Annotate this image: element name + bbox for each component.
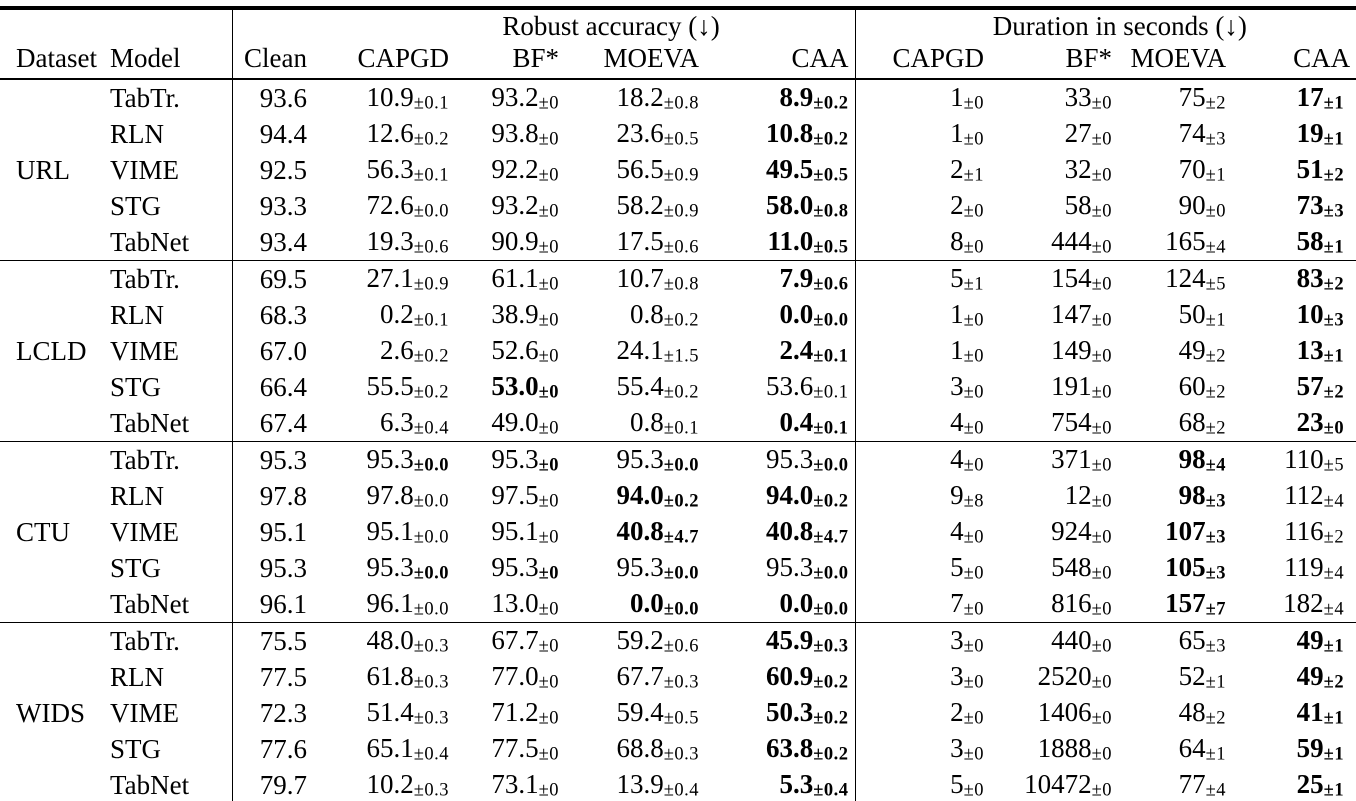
dur-bf-value: 440±0 bbox=[990, 623, 1118, 660]
dataset-group-wids bbox=[0, 623, 1356, 801]
col-header-dur-capgd: CAPGD bbox=[855, 42, 990, 79]
ra-moeva-value: 10.7±0.8 bbox=[565, 261, 705, 298]
model-label: VIME bbox=[100, 333, 232, 369]
ra-caa-value: 95.3±0.0 bbox=[705, 442, 855, 479]
model-label: TabTr. bbox=[100, 623, 232, 660]
model-label: RLN bbox=[100, 116, 232, 152]
dur-moeva-value: 48±2 bbox=[1178, 696, 1227, 729]
dur-caa-value: 112±4 bbox=[1284, 479, 1345, 512]
dur-caa-value: 110±5 bbox=[1232, 442, 1356, 479]
dur-moeva-value: 157±7 bbox=[1165, 587, 1227, 620]
ra-capgd-value: 10.2±0.3 bbox=[366, 768, 449, 801]
ra-bf-value: 73.1±0 bbox=[491, 768, 559, 801]
clean-value: 72.3 bbox=[259, 697, 307, 728]
dur-caa-value: 13±1 bbox=[1296, 334, 1345, 367]
ra-bf-value: 53.0±0 bbox=[491, 370, 559, 403]
dur-bf-value: 58±0 bbox=[1064, 189, 1113, 222]
table-row bbox=[0, 731, 1356, 767]
dur-capgd-value: 5±0 bbox=[950, 551, 985, 584]
dur-moeva-value: 52±1 bbox=[1178, 660, 1227, 693]
ra-moeva-value: 68.8±0.3 bbox=[616, 732, 699, 765]
dur-bf-value: 371±0 bbox=[990, 442, 1118, 479]
ra-capgd-value: 56.3±0.1 bbox=[366, 153, 449, 186]
ra-caa-value: 7.9±0.6 bbox=[705, 261, 855, 298]
ra-moeva-value: 95.3±0.0 bbox=[616, 551, 699, 584]
ra-capgd-value: 96.1±0.0 bbox=[366, 587, 449, 620]
table-row bbox=[0, 116, 1356, 152]
dur-capgd-value: 4±0 bbox=[950, 406, 985, 439]
dur-caa-value: 83±2 bbox=[1232, 261, 1356, 298]
dataset-group-ctu bbox=[0, 442, 1356, 623]
dur-caa-value: 23±0 bbox=[1296, 406, 1345, 439]
col-header-model: Model bbox=[100, 42, 232, 79]
section-header-duration: Duration in seconds (↓) bbox=[992, 11, 1247, 41]
dur-moeva-value: 77±4 bbox=[1178, 768, 1227, 801]
dur-caa-value: 19±1 bbox=[1296, 117, 1345, 150]
dur-caa-value: 25±1 bbox=[1296, 768, 1345, 801]
ra-caa-value: 11.0±0.5 bbox=[705, 224, 855, 261]
model-label: RLN bbox=[100, 659, 232, 695]
table-row bbox=[0, 224, 1356, 261]
dur-capgd-value: 2±0 bbox=[950, 189, 985, 222]
dur-moeva-value: 105±3 bbox=[1165, 551, 1227, 584]
dur-caa-value: 58±1 bbox=[1296, 225, 1345, 258]
dur-moeva-value: 75±2 bbox=[1178, 81, 1227, 114]
table-row bbox=[0, 188, 1356, 224]
dur-capgd-value: 2±1 bbox=[950, 153, 985, 186]
ra-capgd-value: 95.3±0.0 bbox=[366, 551, 449, 584]
ra-bf-value: 49.0±0 bbox=[491, 406, 559, 439]
ra-caa-value: 53.6±0.1 bbox=[705, 369, 855, 405]
ra-caa-value: 0.4±0.1 bbox=[705, 405, 855, 442]
ra-moeva-value: 17.5±0.6 bbox=[616, 225, 699, 258]
model-label: TabTr. bbox=[100, 261, 232, 298]
table-row bbox=[0, 297, 1356, 333]
header-spacer bbox=[0, 8, 232, 42]
ra-moeva-value: 55.4±0.2 bbox=[616, 370, 699, 403]
ra-bf-value: 71.2±0 bbox=[491, 696, 559, 729]
ra-capgd-value: 95.1±0.0 bbox=[366, 515, 449, 548]
ra-capgd-value: 19.3±0.6 bbox=[366, 225, 449, 258]
ra-caa-value: 10.8±0.2 bbox=[705, 116, 855, 152]
col-header-ra-bf: BF* bbox=[455, 42, 565, 79]
table-row bbox=[0, 261, 1356, 298]
ra-caa-value: 45.9±0.3 bbox=[705, 623, 855, 660]
ra-bf-value: 52.6±0 bbox=[491, 334, 559, 367]
dataset-group-lcld bbox=[0, 261, 1356, 442]
col-header-dur-bf: BF* bbox=[990, 42, 1118, 79]
dur-moeva-value: 49±2 bbox=[1178, 334, 1227, 367]
table-row bbox=[0, 79, 1356, 116]
ra-capgd-value: 48.0±0.3 bbox=[313, 623, 455, 660]
section-header-row bbox=[0, 8, 1356, 42]
dur-caa-value: 119±4 bbox=[1284, 551, 1345, 584]
dur-caa-value: 182±4 bbox=[1283, 587, 1345, 620]
ra-capgd-value: 0.2±0.1 bbox=[379, 298, 449, 331]
dur-caa-value: 17±1 bbox=[1296, 81, 1345, 114]
table-row bbox=[0, 767, 1356, 801]
dur-moeva-value: 65±3 bbox=[1118, 623, 1232, 660]
ra-moeva-value: 56.5±0.9 bbox=[616, 153, 699, 186]
dur-moeva-value: 68±2 bbox=[1178, 406, 1227, 439]
clean-value: 68.3 bbox=[259, 299, 307, 330]
col-header-dataset: Dataset bbox=[0, 42, 100, 79]
dur-capgd-value: 5±1 bbox=[855, 261, 990, 298]
dur-bf-value: 27±0 bbox=[1064, 117, 1113, 150]
dur-bf-value: 33±0 bbox=[1064, 81, 1113, 114]
col-header-ra-moeva: MOEVA bbox=[565, 42, 705, 79]
dur-caa-value: 41±1 bbox=[1296, 696, 1345, 729]
ra-moeva-value: 24.1±1.5 bbox=[616, 334, 699, 367]
dur-bf-value: 754±0 bbox=[1051, 406, 1113, 439]
table-row bbox=[0, 695, 1356, 731]
col-header-clean: Clean bbox=[232, 42, 313, 79]
clean-value: 94.4 bbox=[259, 118, 307, 149]
dur-caa-value: 73±3 bbox=[1296, 189, 1345, 222]
clean-value: 77.5 bbox=[259, 661, 307, 692]
dur-caa-value: 59±1 bbox=[1296, 732, 1345, 765]
dur-caa-value: 49±2 bbox=[1296, 660, 1345, 693]
table-row bbox=[0, 152, 1356, 188]
model-label: RLN bbox=[100, 478, 232, 514]
ra-capgd-value: 6.3±0.4 bbox=[379, 406, 449, 439]
table-row bbox=[0, 659, 1356, 695]
dur-caa-value: 116±2 bbox=[1284, 515, 1345, 548]
model-label: STG bbox=[100, 731, 232, 767]
ra-bf-value: 95.3±0 bbox=[455, 442, 565, 479]
dur-moeva-value: 90±0 bbox=[1178, 189, 1227, 222]
ra-bf-value: 95.3±0 bbox=[491, 551, 559, 584]
dur-capgd-value: 9±8 bbox=[950, 479, 985, 512]
dur-capgd-value: 8±0 bbox=[950, 225, 985, 258]
table-row bbox=[0, 369, 1356, 405]
clean-value: 67.0 bbox=[259, 335, 307, 366]
ra-moeva-value: 0.8±0.2 bbox=[629, 298, 699, 331]
dur-moeva-value: 98±4 bbox=[1118, 442, 1232, 479]
ra-capgd-value: 12.6±0.2 bbox=[366, 117, 449, 150]
ra-caa-value: 8.9±0.2 bbox=[705, 79, 855, 116]
dur-capgd-value: 3±0 bbox=[950, 732, 985, 765]
clean-value: 69.5 bbox=[232, 261, 313, 298]
clean-value: 96.1 bbox=[259, 588, 307, 619]
clean-value: 75.5 bbox=[232, 623, 313, 660]
dur-bf-value: 548±0 bbox=[1051, 551, 1113, 584]
model-label: TabNet bbox=[100, 767, 232, 801]
results-table bbox=[0, 6, 1356, 801]
ra-caa-value: 50.3±0.2 bbox=[705, 695, 855, 731]
table-row bbox=[0, 405, 1356, 442]
ra-moeva-value: 18.2±0.8 bbox=[616, 81, 699, 114]
clean-value: 67.4 bbox=[259, 407, 307, 438]
ra-bf-value: 13.0±0 bbox=[491, 587, 559, 620]
model-label: VIME bbox=[100, 514, 232, 550]
ra-moeva-value: 59.2±0.6 bbox=[565, 623, 705, 660]
ra-caa-value: 63.8±0.2 bbox=[705, 731, 855, 767]
col-header-dur-caa: CAA bbox=[1232, 42, 1356, 79]
dur-bf-value: 2520±0 bbox=[1037, 660, 1113, 693]
dur-capgd-value: 3±0 bbox=[950, 370, 985, 403]
dataset-label: CTU bbox=[0, 442, 100, 623]
table-row bbox=[0, 586, 1356, 623]
model-label: RLN bbox=[100, 297, 232, 333]
dur-bf-value: 12±0 bbox=[1064, 479, 1113, 512]
clean-value: 93.3 bbox=[259, 190, 307, 221]
ra-caa-value: 94.0±0.2 bbox=[705, 478, 855, 514]
table-row bbox=[0, 333, 1356, 369]
dur-moeva-value: 74±3 bbox=[1178, 117, 1227, 150]
dur-moeva-value: 64±1 bbox=[1178, 732, 1227, 765]
table-row bbox=[0, 514, 1356, 550]
clean-value: 95.1 bbox=[259, 516, 307, 547]
model-label: TabNet bbox=[100, 586, 232, 623]
ra-bf-value: 77.5±0 bbox=[491, 732, 559, 765]
ra-bf-value: 93.2±0 bbox=[491, 189, 559, 222]
ra-bf-value: 90.9±0 bbox=[491, 225, 559, 258]
table-row bbox=[0, 478, 1356, 514]
dur-capgd-value: 1±0 bbox=[950, 334, 985, 367]
ra-capgd-value: 72.6±0.0 bbox=[366, 189, 449, 222]
ra-bf-value: 92.2±0 bbox=[491, 153, 559, 186]
ra-moeva-value: 59.4±0.5 bbox=[616, 696, 699, 729]
dur-capgd-value: 1±0 bbox=[950, 298, 985, 331]
ra-capgd-value: 55.5±0.2 bbox=[366, 370, 449, 403]
ra-caa-value: 0.0±0.0 bbox=[705, 586, 855, 623]
ra-moeva-value: 23.6±0.5 bbox=[616, 117, 699, 150]
ra-capgd-value: 97.8±0.0 bbox=[366, 479, 449, 512]
ra-capgd-value: 65.1±0.4 bbox=[366, 732, 449, 765]
dur-capgd-value: 4±0 bbox=[950, 515, 985, 548]
dur-caa-value: 51±2 bbox=[1296, 153, 1345, 186]
dur-capgd-value: 7±0 bbox=[950, 587, 985, 620]
col-header-dur-moeva: MOEVA bbox=[1118, 42, 1232, 79]
ra-bf-value: 38.9±0 bbox=[491, 298, 559, 331]
model-label: TabNet bbox=[100, 405, 232, 442]
ra-caa-value: 5.3±0.4 bbox=[705, 767, 855, 801]
col-header-ra-capgd: CAPGD bbox=[313, 42, 455, 79]
table-row bbox=[0, 550, 1356, 586]
ra-caa-value: 0.0±0.0 bbox=[705, 297, 855, 333]
model-label: STG bbox=[100, 188, 232, 224]
dur-moeva-value: 98±3 bbox=[1178, 479, 1227, 512]
dur-caa-value: 49±1 bbox=[1232, 623, 1356, 660]
ra-capgd-value: 10.9±0.1 bbox=[366, 81, 449, 114]
dur-moeva-value: 70±1 bbox=[1178, 153, 1227, 186]
dur-capgd-value: 4±0 bbox=[855, 442, 990, 479]
dataset-label: WIDS bbox=[0, 623, 100, 801]
dur-capgd-value: 1±0 bbox=[950, 117, 985, 150]
dur-bf-value: 1888±0 bbox=[1037, 732, 1113, 765]
ra-caa-value: 95.3±0.0 bbox=[705, 550, 855, 586]
clean-value: 97.8 bbox=[259, 480, 307, 511]
dur-capgd-value: 1±0 bbox=[950, 81, 985, 114]
model-label: STG bbox=[100, 369, 232, 405]
ra-capgd-value: 27.1±0.9 bbox=[313, 261, 455, 298]
dur-moeva-value: 60±2 bbox=[1178, 370, 1227, 403]
dur-capgd-value: 3±0 bbox=[855, 623, 990, 660]
dur-bf-value: 1406±0 bbox=[1037, 696, 1113, 729]
ra-bf-value: 67.7±0 bbox=[455, 623, 565, 660]
ra-bf-value: 61.1±0 bbox=[455, 261, 565, 298]
dur-moeva-value: 124±5 bbox=[1118, 261, 1232, 298]
ra-capgd-value: 61.8±0.3 bbox=[366, 660, 449, 693]
dur-capgd-value: 2±0 bbox=[950, 696, 985, 729]
ra-caa-value: 40.8±4.7 bbox=[705, 514, 855, 550]
dur-bf-value: 149±0 bbox=[1051, 334, 1113, 367]
ra-moeva-value: 94.0±0.2 bbox=[616, 479, 699, 512]
model-label: TabTr. bbox=[100, 79, 232, 116]
dur-caa-value: 10±3 bbox=[1296, 298, 1345, 331]
ra-capgd-value: 51.4±0.3 bbox=[366, 696, 449, 729]
dur-moeva-value: 165±4 bbox=[1165, 225, 1227, 258]
dur-bf-value: 444±0 bbox=[1051, 225, 1113, 258]
ra-bf-value: 77.0±0 bbox=[491, 660, 559, 693]
ra-moeva-value: 13.9±0.4 bbox=[616, 768, 699, 801]
ra-caa-value: 49.5±0.5 bbox=[705, 152, 855, 188]
clean-value: 95.3 bbox=[259, 552, 307, 583]
dur-bf-value: 924±0 bbox=[1051, 515, 1113, 548]
ra-capgd-value: 2.6±0.2 bbox=[379, 334, 449, 367]
dataset-label: LCLD bbox=[0, 261, 100, 442]
ra-moeva-value: 40.8±4.7 bbox=[616, 515, 699, 548]
ra-moeva-value: 67.7±0.3 bbox=[616, 660, 699, 693]
ra-caa-value: 58.0±0.8 bbox=[705, 188, 855, 224]
ra-caa-value: 60.9±0.2 bbox=[705, 659, 855, 695]
ra-moeva-value: 0.8±0.1 bbox=[629, 406, 699, 439]
ra-moeva-value: 58.2±0.9 bbox=[616, 189, 699, 222]
dur-bf-value: 32±0 bbox=[1064, 153, 1113, 186]
clean-value: 77.6 bbox=[259, 733, 307, 764]
ra-bf-value: 93.2±0 bbox=[491, 81, 559, 114]
col-header-ra-caa: CAA bbox=[705, 42, 855, 79]
dur-caa-value: 57±2 bbox=[1296, 370, 1345, 403]
dur-capgd-value: 5±0 bbox=[950, 768, 985, 801]
clean-value: 93.6 bbox=[259, 82, 307, 113]
clean-value: 93.4 bbox=[259, 226, 307, 257]
model-label: VIME bbox=[100, 152, 232, 188]
clean-value: 66.4 bbox=[259, 371, 307, 402]
ra-moeva-value: 95.3±0.0 bbox=[565, 442, 705, 479]
ra-caa-value: 2.4±0.1 bbox=[705, 333, 855, 369]
clean-value: 79.7 bbox=[259, 769, 307, 800]
ra-bf-value: 97.5±0 bbox=[491, 479, 559, 512]
dur-bf-value: 147±0 bbox=[1051, 298, 1113, 331]
dur-moeva-value: 107±3 bbox=[1165, 515, 1227, 548]
dataset-label: URL bbox=[16, 154, 70, 185]
dur-bf-value: 816±0 bbox=[1051, 587, 1113, 620]
ra-moeva-value: 0.0±0.0 bbox=[629, 587, 699, 620]
dur-bf-value: 10472±0 bbox=[1024, 768, 1113, 801]
clean-value: 92.5 bbox=[259, 154, 307, 185]
dataset-group-url bbox=[0, 79, 1356, 261]
dur-bf-value: 154±0 bbox=[990, 261, 1118, 298]
ra-bf-value: 95.1±0 bbox=[491, 515, 559, 548]
ra-capgd-value: 95.3±0.0 bbox=[313, 442, 455, 479]
model-label: VIME bbox=[100, 695, 232, 731]
ra-bf-value: 93.8±0 bbox=[491, 117, 559, 150]
section-header-robust-accuracy: Robust accuracy (↓) bbox=[232, 8, 855, 42]
dur-bf-value: 191±0 bbox=[1051, 370, 1113, 403]
clean-value: 95.3 bbox=[232, 442, 313, 479]
table-row bbox=[0, 623, 1356, 660]
dur-moeva-value: 50±1 bbox=[1178, 298, 1227, 331]
model-label: TabTr. bbox=[100, 442, 232, 479]
table-row bbox=[0, 442, 1356, 479]
column-header-row bbox=[0, 42, 1356, 79]
dur-capgd-value: 3±0 bbox=[950, 660, 985, 693]
model-label: TabNet bbox=[100, 224, 232, 261]
model-label: STG bbox=[100, 550, 232, 586]
